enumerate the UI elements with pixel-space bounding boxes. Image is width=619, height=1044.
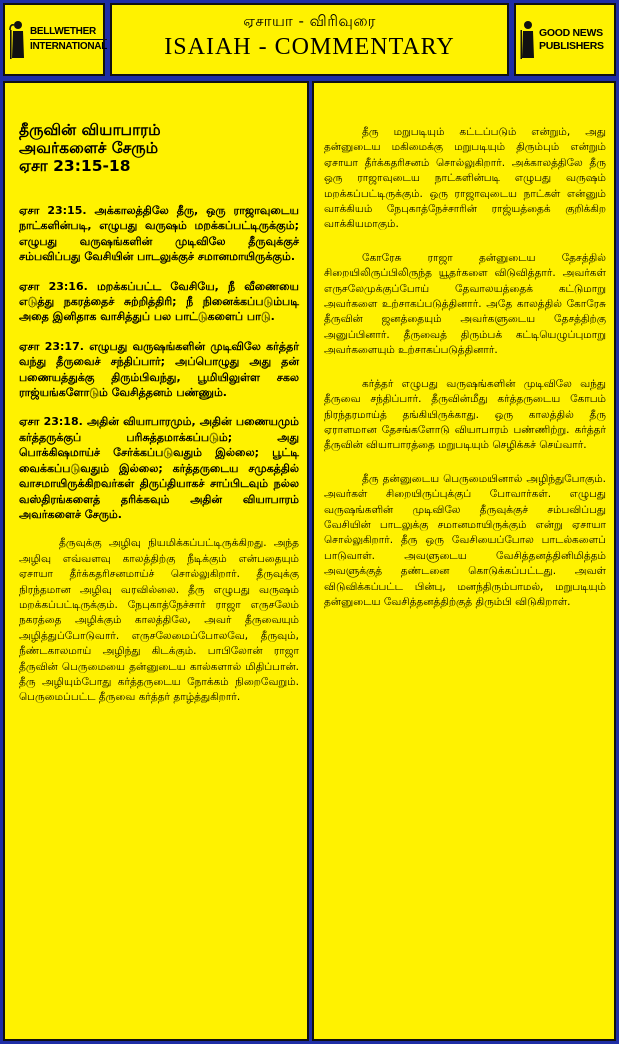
verse-23-17: ஏசா 23:17. எழுபது வருஷங்களின் முடிவிலே கர்த்தர் வந்து தீருவைச் சந்திப்பார்; அப்பொழுது அது தன் பணையத்துக்கு திரும்பிவந்து, பூமியிலுள்ள சகல ராஜ்யங்களோடும் வேசித்தனம் பண்ணும். xyxy=(19,339,299,400)
bellwether-logo xyxy=(3,3,108,76)
commentary-paragraph: தீருவுக்கு அழிவு நியமிக்கப்பட்டிருக்கிறது. அந்த அழிவு எவ்வளவு காலத்திற்கு நீடிக்கும் என்பதையும் ஏசாயா தீர்க்கதரிசனமாய்ச் சொல்லுகிறார். தீருவுக்கு நிரந்தமான அழிவு வரவில்லை. தீரு எழுபது வருஷம் மறக்கப்பட்டிருக்கும். நேபுகாத்நேச்சார் ராஜா எருசலேம் நகரத்தை அழிக்கும் காலத்திலே, அவர் தீருவையும் அழித்துப்போடுவார். எருசலேமைப்போலவே, தீருவும், நீண்டகாலமாய் அழிந்து கிடக்கும். பாபிலோன் ராஜா தீருவின் பெருமையை தன்னுடைய கால்களால் மிதிப்பான். தீரு அழியும்போது கர்த்தருடைய நோக்கம் நிறைவேறும். பெருமைப்பட்ட தீருவை கர்த்தர் தாழ்த்துகிறார். xyxy=(19,537,299,704)
good-news-logo xyxy=(514,3,616,76)
right-column xyxy=(312,81,616,1041)
verse-23-16: ஏசா 23:16. மறக்கப்பட்ட வேசியே, நீ வீணையை எடுத்து நகரத்தைச் சுற்றித்திரி; நீ நினைக்கப்படும்படி அதை இனிதாக வாசித்துப் பல பாட்டுகளைப் பாடு. xyxy=(19,279,299,324)
shepherd-icon xyxy=(520,20,536,60)
page-header xyxy=(110,3,509,76)
title-tamil: ஏசாயா - விரிவுரை xyxy=(243,12,376,30)
left-column xyxy=(3,81,309,1041)
commentary-paragraph: தீரு தன்னுடைய பெருமையினால் அழிந்துபோகும். அவர்கள் சிறையிருப்புக்குப் போவார்கள். எழுபது வருஷங்களின் முடிவிலே தீருவுக்குச் சம்பவிப்பது வேசியின் பாடலுக்கு சமானமாயிருக்கும் என்று ஏசாயா சொல்லுகிறார். தீரு ஒரு வேசியைப்போல பாடல்களைப் பாடுவாள். அவளுடைய வேசித்தனத்தினிமித்தம் அவளுக்குத் தண்டனை கொடுக்கப்பட்டது. அவள் விடுவிக்கப்பட்ட பின்பு, மனந்திரும்பாமல், மறுபடியும் தன்னுடைய வேசித்தனத்திற்குத் திரும்பி விடுகிறாள். xyxy=(324,472,606,608)
verse-23-15: ஏசா 23:15. அக்காலத்திலே தீரு, ஒரு ராஜாவுடைய நாட்களின்படி, எழுபது வருஷம் மறக்கப்பட்டிருக்கும்; எழுபது வருஷங்களின் முடிவிலே தீருவுக்குச் சம்பவிப்பது வேசியின் பாடலுக்குச் சமானமாயிருக்கும். xyxy=(19,204,299,264)
section-heading xyxy=(19,121,299,175)
section-heading-line1: தீருவின் வியாபாரம் xyxy=(19,121,161,139)
commentary-paragraph: கோரேசு ராஜா தன்னுடைய தேசத்தில் சிறையிலிருப்பிலிருந்த யூதர்களை விடுவித்தார். அவர்கள் எருசலேமுக்குப்போய் தேவாலயத்தைக் கட்டுமாறு அவர்களை உற்சாகப்படுத்தினார். அதே காலத்தில் கோரேசு தீருவின் ஜனத்தையும் அவர்களுடைய தேசத்திற்கு அனுப்பினார். தீருவைத் திரும்பக் கட்டியெழுப்புமாறு அவர்களையும் உற்சாகப்படுத்தினார். xyxy=(324,251,606,357)
title-english: ISAIAH - COMMENTARY xyxy=(164,34,455,60)
verse-23-18: ஏசா 23:18. அதின் வியாபாரமும், அதின் பணையமும் கர்த்தருக்குப் பரிசுத்தமாக்கப்படும்; அது பொக்கிஷமாய்ச் சேர்க்கப்படுவதும் இல்லை; பூட்டி வைக்கப்படுவதும் இல்லை; கர்த்தருடைய சமுகத்தில் வாசமாயிருக்கிறவர்கள் திருப்தியாகச் சாப்பிடவும் நல்ல வஸ்திரங்களைத் தரிக்கவும் அதின் வியாபாரம் அவர்களைச் சேரும். xyxy=(19,415,299,521)
bellwether-logo-line2: INTERNATIONAL xyxy=(30,41,108,52)
commentary-paragraph: தீரு மறுபடியும் கட்டப்படும் என்றும், அது தன்னுடைய மகிமைக்கு மறுபடியும் திரும்பும் என்றும் ஏசாயா தீர்க்கதரிசனம் சொல்லுகிறார். அக்காலத்திலே தீரு ஒரு ராஜாவுடைய நாட்களின்படி எழுபது வருஷம் மறக்கப்பட்டிருக்கும். ஒரு ராஜாவுடைய நாட்கள் என்னும் வாக்கியம் நேபுகாத்நேச்சாரின் ராஜ்யத்தைக் குறிக்கிற வாக்கியமாகும். xyxy=(324,126,606,231)
good-news-logo-line2: PUBLISHERS xyxy=(539,39,604,52)
commentary-paragraph: கர்த்தர் எழுபது வருஷங்களின் முடிவிலே வந்து தீருவை சந்திப்பார். தீருவின்மீது கர்த்தருடைய கோபம் நிரந்தரமாய்த் தங்கியிருக்காது. ஒரு காலத்தில் தீரு ஏராளமான தேசங்களோடு வியாபாரம் பண்ணிற்று. கர்த்தர் தீருவின் வியாபாரத்தை மறுபடியும் செழிக்கச் செய்வார். xyxy=(324,377,606,452)
shepherd-icon xyxy=(9,20,27,60)
bellwether-logo-line1: BELLWETHER xyxy=(30,26,96,37)
section-heading-line2: அவர்களைச் சேரும் xyxy=(19,139,159,157)
good-news-logo-line1: GOOD NEWS xyxy=(539,26,603,39)
section-heading-reference: ஏசா 23:15-18 xyxy=(19,157,131,175)
